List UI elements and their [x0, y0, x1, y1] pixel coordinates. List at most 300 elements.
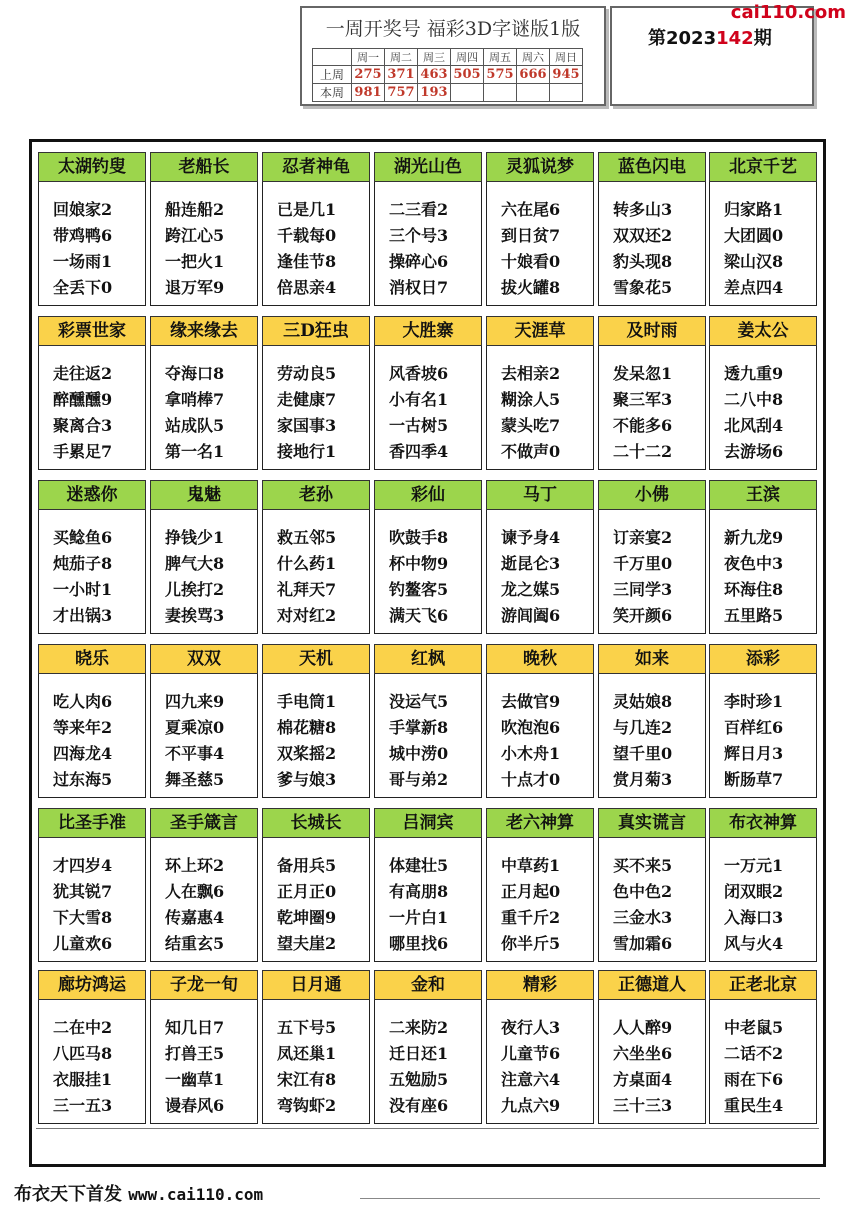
riddle-line: 北风刮4 [724, 416, 784, 435]
riddle-line: 跨江心5 [165, 226, 225, 245]
this-week-label: 本周 [313, 84, 352, 102]
riddle-line: 赏月菊3 [613, 770, 673, 789]
riddle-line: 乾坤圈9 [277, 908, 337, 927]
riddle-line: 不做声0 [501, 442, 561, 461]
panel-lines [501, 1015, 560, 1119]
riddle-line: 望千里0 [613, 744, 673, 763]
riddle-line: 没有座6 [389, 1096, 449, 1115]
riddle-line: 吹鼓手8 [389, 528, 449, 547]
panel-title: 老船长 [150, 152, 258, 182]
riddle-line: 二八中8 [724, 390, 784, 409]
panel-lines [724, 525, 783, 629]
riddle-line: 风与火4 [724, 934, 784, 953]
panel-lines [165, 361, 224, 465]
riddle-line: 发呆忽1 [613, 364, 673, 383]
draw-number: 945 [550, 66, 583, 84]
riddle-panel [709, 644, 817, 798]
riddle-line: 迁日还1 [389, 1044, 449, 1063]
riddle-line: 雨在下6 [724, 1070, 784, 1089]
riddle-panel [150, 152, 258, 306]
riddle-line: 一幽草1 [165, 1070, 225, 1089]
riddle-panel [709, 808, 817, 962]
draw-number: 275 [352, 66, 385, 84]
riddle-panel [262, 316, 370, 470]
panel-title: 迷惑你 [38, 480, 146, 510]
riddle-line: 夜色中3 [724, 554, 784, 573]
riddle-panel [486, 480, 594, 634]
riddle-line: 满天飞6 [389, 606, 449, 625]
panel-title: 正老北京 [709, 970, 817, 1000]
panel-lines [724, 689, 783, 793]
riddle-line: 棉花糖8 [277, 718, 337, 737]
panel-title: 圣手箴言 [150, 808, 258, 838]
panel-title: 三D狂虫 [262, 316, 370, 346]
riddle-line: 人人醉9 [613, 1018, 673, 1037]
panel-lines [277, 689, 336, 793]
riddle-line: 带鸡鸭6 [53, 226, 113, 245]
riddle-line: 一古树5 [389, 416, 449, 435]
riddle-line: 走往返2 [53, 364, 113, 383]
riddle-line: 杯中物9 [389, 554, 449, 573]
riddle-line: 等来年2 [53, 718, 113, 737]
panel-title: 鬼魅 [150, 480, 258, 510]
panel-title: 蓝色闪电 [598, 152, 706, 182]
panel-title: 彩仙 [374, 480, 482, 510]
riddle-line: 船连船2 [165, 200, 225, 219]
panel-lines [389, 525, 448, 629]
issue-number: 第2023142期 [648, 28, 772, 49]
riddle-line: 注意六4 [501, 1070, 561, 1089]
riddle-line: 大团圆0 [724, 226, 784, 245]
riddle-line: 回娘家2 [53, 200, 113, 219]
panel-lines [165, 689, 224, 793]
panel-title: 忍者神龟 [262, 152, 370, 182]
riddle-line: 香四季4 [389, 442, 449, 461]
panel-lines [724, 197, 783, 301]
riddle-line: 新九龙9 [724, 528, 784, 547]
riddle-panel [374, 970, 482, 1124]
riddle-line: 妻挨骂3 [165, 606, 225, 625]
panel-lines [613, 689, 672, 793]
bottom-divider [36, 1128, 819, 1129]
riddle-line: 备用兵5 [277, 856, 337, 875]
draw-number: 193 [418, 84, 451, 102]
footer [14, 1180, 263, 1206]
riddle-line: 四九来9 [165, 692, 225, 711]
riddle-line: 三个号3 [389, 226, 449, 245]
riddle-panel [486, 970, 594, 1124]
draw-number: 575 [484, 66, 517, 84]
panel-title: 彩票世家 [38, 316, 146, 346]
riddle-line: 千载每0 [277, 226, 337, 245]
day-label: 周日 [550, 49, 583, 66]
draw-number: 463 [418, 66, 451, 84]
panel-lines [724, 1015, 783, 1119]
results-table [312, 48, 583, 102]
riddle-line: 挣钱少1 [165, 528, 225, 547]
riddle-line: 李时珍1 [724, 692, 784, 711]
riddle-line: 聚离合3 [53, 416, 113, 435]
riddle-line: 犹其锐7 [53, 882, 113, 901]
riddle-line: 灵姑娘8 [613, 692, 673, 711]
riddle-panel [150, 480, 258, 634]
day-label: 周四 [451, 49, 484, 66]
panel-title: 长城长 [262, 808, 370, 838]
riddle-line: 全丢下0 [53, 278, 113, 297]
panel-title: 天机 [262, 644, 370, 674]
riddle-panel [150, 316, 258, 470]
panel-title: 比圣手准 [38, 808, 146, 838]
riddle-line: 夏乘凉0 [165, 718, 225, 737]
riddle-line: 醉醺醺9 [53, 390, 113, 409]
riddle-line: 三十三3 [613, 1096, 673, 1115]
riddle-panel [374, 152, 482, 306]
riddle-line: 八匹马8 [53, 1044, 113, 1063]
riddle-panel [374, 316, 482, 470]
riddle-line: 差点四4 [724, 278, 784, 297]
riddle-line: 消权日7 [389, 278, 449, 297]
riddle-line: 透九重9 [724, 364, 784, 383]
panel-lines [165, 1015, 224, 1119]
day-label: 周一 [352, 49, 385, 66]
riddle-line: 四海龙4 [53, 744, 113, 763]
riddle-line: 风香坡6 [389, 364, 449, 383]
panel-title: 添彩 [709, 644, 817, 674]
riddle-line: 归家路1 [724, 200, 784, 219]
results-title: 一周开奖号 福彩3D字谜版1版 [325, 18, 581, 40]
panel-lines [53, 197, 112, 301]
panel-title: 正德道人 [598, 970, 706, 1000]
riddle-line: 一把火1 [165, 252, 225, 271]
panel-lines [53, 689, 112, 793]
riddle-line: 才出锅3 [53, 606, 113, 625]
riddle-line: 不能多6 [613, 416, 673, 435]
day-label: 周五 [484, 49, 517, 66]
riddle-line: 千万里0 [613, 554, 673, 573]
riddle-line: 环上环2 [165, 856, 225, 875]
panel-title: 马丁 [486, 480, 594, 510]
riddle-line: 体建壮5 [389, 856, 449, 875]
panel-lines [277, 525, 336, 629]
riddle-line: 退万军9 [165, 278, 225, 297]
riddle-panel [598, 970, 706, 1124]
riddle-line: 三一五3 [53, 1096, 113, 1115]
panel-lines [501, 689, 560, 793]
panel-title: 小佛 [598, 480, 706, 510]
riddle-line: 对对红2 [277, 606, 337, 625]
panel-lines [165, 853, 224, 957]
day-label: 周六 [517, 49, 550, 66]
panel-title: 晓乐 [38, 644, 146, 674]
panel-lines [389, 197, 448, 301]
lottery-results-box [300, 6, 606, 106]
riddle-panel [598, 808, 706, 962]
riddle-line: 手电筒1 [277, 692, 337, 711]
riddle-line: 望夫崖2 [277, 934, 337, 953]
footer-url[interactable]: www.cai110.com [128, 1185, 264, 1204]
panel-lines [53, 361, 112, 465]
riddle-panel [598, 644, 706, 798]
riddle-line: 人在飘6 [165, 882, 225, 901]
panel-lines [501, 197, 560, 301]
riddle-line: 下大雪8 [53, 908, 113, 927]
panel-title: 红枫 [374, 644, 482, 674]
riddle-line: 小木舟1 [501, 744, 561, 763]
riddle-line: 龙之媒5 [501, 580, 561, 599]
panel-lines [389, 853, 448, 957]
day-label: 周三 [418, 49, 451, 66]
panel-title: 老六神算 [486, 808, 594, 838]
draw-number [550, 84, 583, 102]
riddle-line: 入海口3 [724, 908, 784, 927]
riddle-line: 重千斤2 [501, 908, 561, 927]
panel-lines [277, 197, 336, 301]
riddle-line: 倍思亲4 [277, 278, 337, 297]
riddle-line: 夜行人3 [501, 1018, 561, 1037]
panel-title: 日月通 [262, 970, 370, 1000]
riddle-line: 订亲宴2 [613, 528, 673, 547]
panel-lines [53, 1015, 112, 1119]
riddle-line: 一场雨1 [53, 252, 113, 271]
riddle-panel [598, 316, 706, 470]
riddle-line: 操碎心6 [389, 252, 449, 271]
riddle-line: 第一名1 [165, 442, 225, 461]
riddle-line: 夺海口8 [165, 364, 225, 383]
riddle-panel [150, 808, 258, 962]
panel-lines [165, 197, 224, 301]
riddle-panel [598, 480, 706, 634]
riddle-line: 站成队5 [165, 416, 225, 435]
panel-title: 王滨 [709, 480, 817, 510]
riddle-line: 二话不2 [724, 1044, 784, 1063]
panel-lines [389, 1015, 448, 1119]
riddle-line: 重民生4 [724, 1096, 784, 1115]
riddle-line: 传嘉惠4 [165, 908, 225, 927]
riddle-line: 六坐坐6 [613, 1044, 673, 1063]
riddle-line: 聚三军3 [613, 390, 673, 409]
riddle-panel [709, 480, 817, 634]
riddle-line: 二三看2 [389, 200, 449, 219]
riddle-line: 去相亲2 [501, 364, 561, 383]
riddle-line: 一小时1 [53, 580, 113, 599]
riddle-line: 游闾阖6 [501, 606, 561, 625]
riddle-line: 劳动良5 [277, 364, 337, 383]
riddle-line: 炖茄子8 [53, 554, 113, 573]
riddle-line: 三金水3 [613, 908, 673, 927]
riddle-line: 逢佳节8 [277, 252, 337, 271]
day-label: 周二 [385, 49, 418, 66]
riddle-line: 豹头现8 [613, 252, 673, 271]
riddle-line: 百样红6 [724, 718, 784, 737]
riddle-line: 五里路5 [724, 606, 784, 625]
draw-number [484, 84, 517, 102]
riddle-line: 打兽王5 [165, 1044, 225, 1063]
riddle-line: 拿哨棒7 [165, 390, 225, 409]
riddle-line: 五勉励5 [389, 1070, 449, 1089]
riddle-line: 双双还2 [613, 226, 673, 245]
riddle-line: 没运气5 [389, 692, 449, 711]
riddle-line: 衣服挂1 [53, 1070, 113, 1089]
riddle-line: 蒙头吃7 [501, 416, 561, 435]
panel-title: 太湖钓叟 [38, 152, 146, 182]
riddle-line: 雪象花5 [613, 278, 673, 297]
riddle-line: 双桨摇2 [277, 744, 337, 763]
riddle-line: 哪里找6 [389, 934, 449, 953]
riddle-panel [709, 316, 817, 470]
riddle-line: 十点才0 [501, 770, 561, 789]
riddle-line: 有高朋8 [389, 882, 449, 901]
riddle-line: 十娘看0 [501, 252, 561, 271]
riddle-line: 正月正0 [277, 882, 337, 901]
draw-number: 981 [352, 84, 385, 102]
riddle-panel [38, 152, 146, 306]
riddle-panel [38, 480, 146, 634]
riddle-line: 二十二2 [613, 442, 673, 461]
panel-lines [613, 525, 672, 629]
riddle-panel [38, 808, 146, 962]
riddle-panel [38, 970, 146, 1124]
panel-lines [613, 853, 672, 957]
riddle-line: 不平事4 [165, 744, 225, 763]
riddle-line: 谏予身4 [501, 528, 561, 547]
panel-title: 双双 [150, 644, 258, 674]
site-watermark[interactable]: cai110.com [730, 2, 846, 23]
riddle-panel [262, 808, 370, 962]
riddle-line: 二来防2 [389, 1018, 449, 1037]
panel-title: 湖光山色 [374, 152, 482, 182]
panel-title: 灵狐说梦 [486, 152, 594, 182]
riddle-line: 过东海5 [53, 770, 113, 789]
riddle-panel [374, 480, 482, 634]
riddle-panel [150, 644, 258, 798]
riddle-line: 逝昆仑3 [501, 554, 561, 573]
panel-lines [613, 197, 672, 301]
riddle-line: 去做官9 [501, 692, 561, 711]
riddle-line: 买不来5 [613, 856, 673, 875]
riddle-line: 糊涂人5 [501, 390, 561, 409]
riddle-line: 中草药1 [501, 856, 561, 875]
riddle-line: 辉日月3 [724, 744, 784, 763]
panel-lines [165, 525, 224, 629]
riddle-line: 色中色2 [613, 882, 673, 901]
riddle-line: 知几日7 [165, 1018, 225, 1037]
riddle-line: 买鲶鱼6 [53, 528, 113, 547]
riddle-line: 才四岁4 [53, 856, 113, 875]
riddle-line: 舞圣慈5 [165, 770, 225, 789]
riddle-line: 家国事3 [277, 416, 337, 435]
riddle-line: 五下号5 [277, 1018, 337, 1037]
riddle-line: 宋江有8 [277, 1070, 337, 1089]
riddle-line: 爹与娘3 [277, 770, 337, 789]
riddle-panel [262, 644, 370, 798]
last-week-label: 上周 [313, 66, 352, 84]
draw-number: 371 [385, 66, 418, 84]
footer-underline [360, 1198, 820, 1199]
riddle-panel [150, 970, 258, 1124]
riddle-line: 救五邻5 [277, 528, 337, 547]
draw-number: 757 [385, 84, 418, 102]
panel-title: 缘来缘去 [150, 316, 258, 346]
riddle-panel [486, 316, 594, 470]
riddle-line: 儿童节6 [501, 1044, 561, 1063]
panel-title: 精彩 [486, 970, 594, 1000]
riddle-panel [38, 316, 146, 470]
draw-number [451, 84, 484, 102]
riddle-line: 三同学3 [613, 580, 673, 599]
riddle-line: 接地行1 [277, 442, 337, 461]
panel-title: 姜太公 [709, 316, 817, 346]
riddle-panel [262, 970, 370, 1124]
riddle-line: 城中涝0 [389, 744, 449, 763]
panel-lines [724, 361, 783, 465]
panel-lines [53, 853, 112, 957]
riddle-line: 环海住8 [724, 580, 784, 599]
riddle-line: 二在中2 [53, 1018, 113, 1037]
panel-title: 布衣神算 [709, 808, 817, 838]
riddle-panel [486, 808, 594, 962]
riddle-line: 中老鼠5 [724, 1018, 784, 1037]
panel-title: 及时雨 [598, 316, 706, 346]
panel-lines [724, 853, 783, 957]
panel-lines [277, 853, 336, 957]
riddle-line: 吹泡泡6 [501, 718, 561, 737]
last-week-row [313, 66, 583, 84]
panel-lines [53, 525, 112, 629]
panel-title: 真实谎言 [598, 808, 706, 838]
riddle-line: 什么药1 [277, 554, 337, 573]
footer-text: 布衣天下首发 [14, 1184, 122, 1205]
panel-title: 子龙一旬 [150, 970, 258, 1000]
panel-title: 北京千艺 [709, 152, 817, 182]
riddle-panel [262, 480, 370, 634]
days-row [313, 49, 583, 66]
riddle-panel [374, 808, 482, 962]
riddle-line: 去游场6 [724, 442, 784, 461]
riddle-line: 拔火罐8 [501, 278, 561, 297]
riddle-line: 正月起0 [501, 882, 561, 901]
riddle-line: 吃人肉6 [53, 692, 113, 711]
riddle-line: 手掌新8 [389, 718, 449, 737]
riddle-line: 方桌面4 [613, 1070, 673, 1089]
riddle-line: 手累足7 [53, 442, 113, 461]
riddle-line: 小有名1 [389, 390, 449, 409]
riddle-panel [486, 152, 594, 306]
panel-lines [613, 361, 672, 465]
riddle-line: 九点六9 [501, 1096, 561, 1115]
riddle-panel [374, 644, 482, 798]
panel-title: 金和 [374, 970, 482, 1000]
riddle-line: 儿童欢6 [53, 934, 113, 953]
riddle-line: 结重玄5 [165, 934, 225, 953]
riddle-line: 与几连2 [613, 718, 673, 737]
riddle-line: 六在尾6 [501, 200, 561, 219]
riddle-panel [709, 152, 817, 306]
riddle-line: 礼拜天7 [277, 580, 337, 599]
riddle-panel [709, 970, 817, 1124]
riddle-line: 儿挨打2 [165, 580, 225, 599]
panel-lines [389, 689, 448, 793]
riddle-line: 闭双眼2 [724, 882, 784, 901]
riddle-line: 脾气大8 [165, 554, 225, 573]
riddle-line: 弯钩虾2 [277, 1096, 337, 1115]
riddle-line: 断肠草7 [724, 770, 784, 789]
riddle-line: 转多山3 [613, 200, 673, 219]
panel-title: 廊坊鸿运 [38, 970, 146, 1000]
riddle-line: 到日贫7 [501, 226, 561, 245]
riddle-line: 已是几1 [277, 200, 337, 219]
panel-lines [277, 361, 336, 465]
draw-number: 666 [517, 66, 550, 84]
